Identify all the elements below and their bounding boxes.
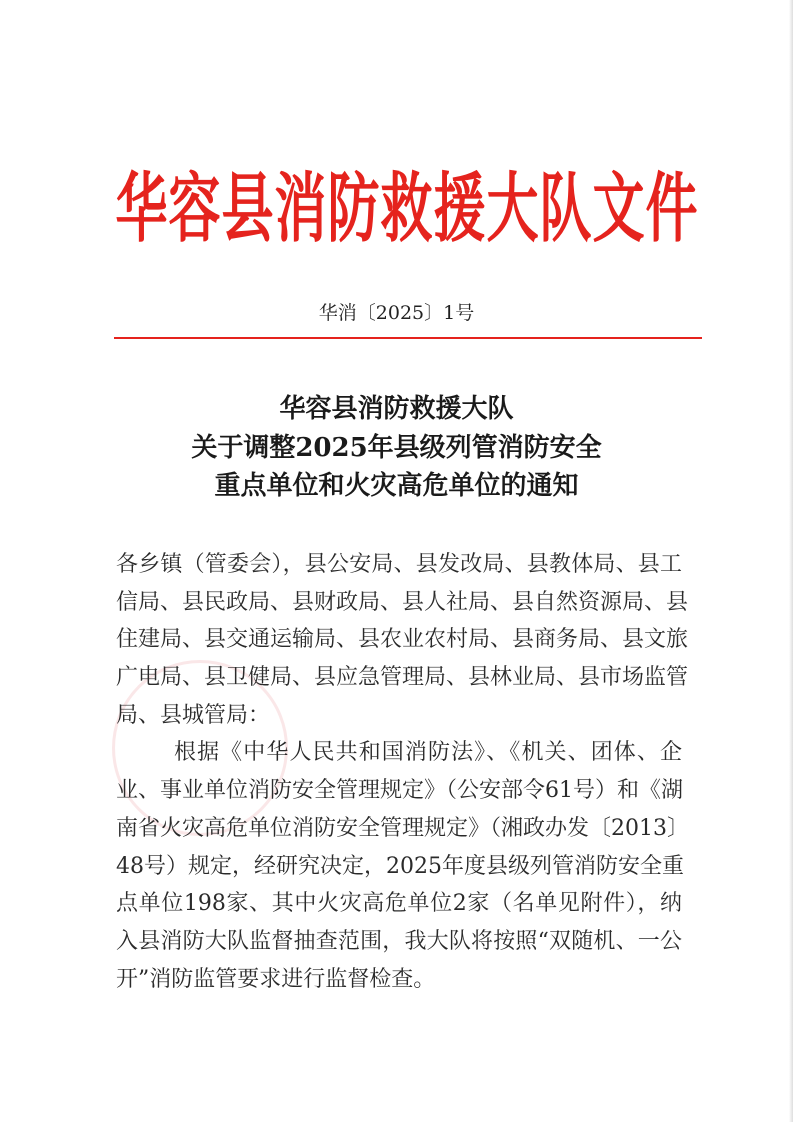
scan-edge [789,0,793,1122]
document-red-header: 华容县消防救援大队文件 [115,166,699,254]
document-number: 华消〔2025〕1号 [318,302,475,324]
document-title [0,390,793,506]
paragraph-line: 开”消防监管要求进行监督检查。 [116,966,436,992]
paragraph-line: 业、事业单位消防安全管理规定》（公安部令61号）和《湖 [116,778,683,804]
addressee-line: 信局、县民政局、县财政局、县人社局、县自然资源局、县 [116,589,689,615]
title-line: 重点单位和火灾高危单位的通知 [214,471,579,501]
addressee-line: 广电局、县卫健局、县应急管理局、县林业局、县市场监管 [116,665,689,691]
paragraph-line: 南省火灾高危单位消防安全管理规定》（湘政办发〔2013〕 [116,815,689,841]
addressee-line: 住建局、县交通运输局、县农业农村局、县商务局、县文旅 [116,627,689,653]
paragraph-line: 根据《中华人民共和国消防法》、《机关、团体、企 [174,740,682,766]
document-body [116,546,689,998]
addressee-line: 各乡镇（管委会），县公安局、县发改局、县教体局、县工 [116,552,682,577]
paragraph-line: 入县消防大队监督抽查范围，我大队将按照“双随机、一公 [116,928,682,954]
red-divider [114,337,702,339]
title-line: 华容县消防救援大队 [279,394,514,424]
addressee-line: 局、县城管局： [116,702,271,728]
paragraph-line: 48号）规定，经研究决定，2025年度县级列管消防安全重 [116,853,684,879]
paragraph-line: 点单位198家、其中火灾高危单位2家（名单见附件），纳 [116,891,682,917]
title-line: 关于调整2025年县级列管消防安全 [191,432,602,463]
